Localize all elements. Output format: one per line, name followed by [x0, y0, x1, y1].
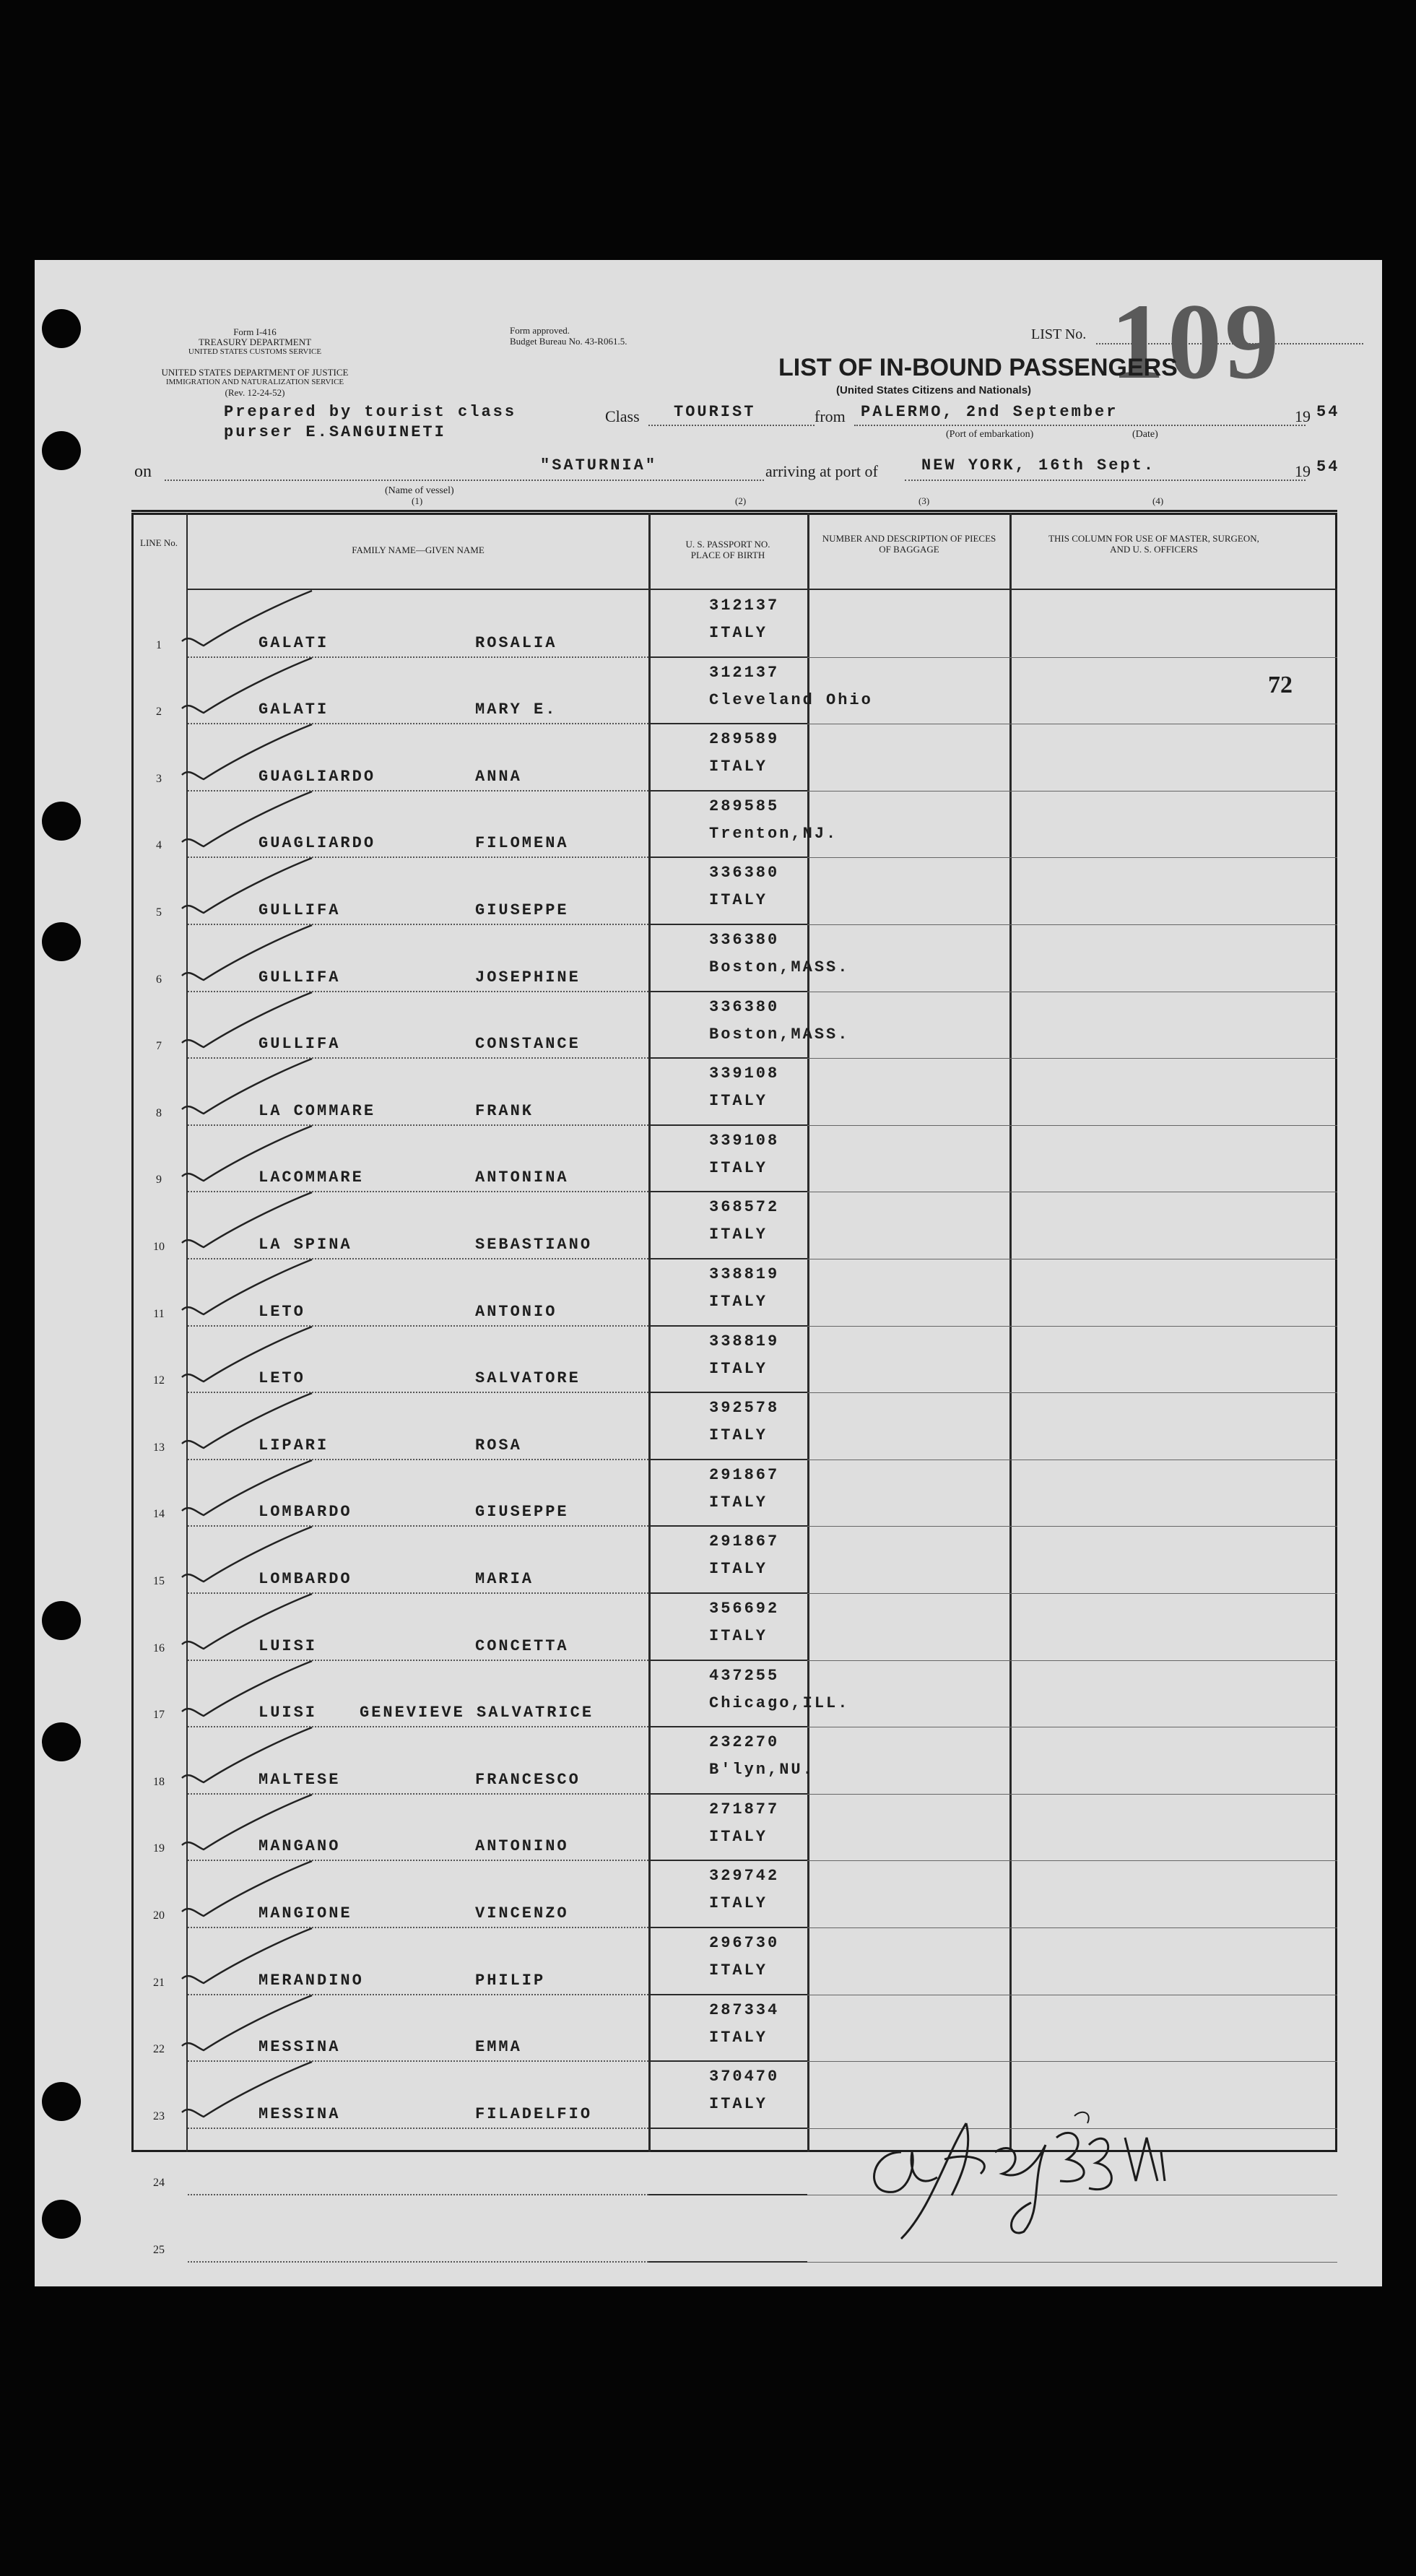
given-name: ANNA — [475, 767, 522, 786]
given-name: GENEVIEVE SALVATRICE — [360, 1704, 594, 1722]
row-line-number: 19 — [153, 1842, 165, 1855]
passport-number: 338819 — [709, 1265, 780, 1283]
date-label: (Date) — [1132, 429, 1158, 440]
revision-label: (Rev. 12-24-52) — [225, 387, 285, 398]
row-line-number: 25 — [153, 2243, 165, 2256]
form-number: Form I-416 — [233, 326, 277, 337]
prepared-by-line1: Prepared by tourist class — [224, 403, 517, 421]
passport-number: 287334 — [709, 2000, 780, 2019]
checkmark-icon — [175, 651, 326, 723]
punch-hole — [42, 309, 81, 348]
checkmark-icon — [175, 1654, 326, 1726]
table-row — [131, 925, 1337, 992]
family-name: LOMBARDO — [259, 1503, 352, 1522]
place-of-birth: ITALY — [709, 1560, 768, 1579]
row-line-number: 22 — [153, 2043, 165, 2056]
checkmark-icon — [175, 1386, 326, 1458]
col-num-3: (3) — [918, 495, 930, 506]
place-of-birth: ITALY — [709, 1158, 768, 1177]
family-name: LETO — [259, 1369, 305, 1388]
table-row — [131, 1393, 1337, 1460]
family-name: MERANDINO — [259, 1971, 364, 1990]
row-line-number: 20 — [153, 1909, 165, 1922]
row-line-number: 3 — [156, 772, 162, 785]
passport-number: 291867 — [709, 1465, 780, 1484]
table-row — [131, 1795, 1337, 1862]
passport-number: 338819 — [709, 1332, 780, 1350]
place-of-birth: ITALY — [709, 1293, 768, 1311]
family-name: GULLIFA — [259, 901, 341, 919]
family-name: GUAGLIARDO — [259, 834, 376, 853]
family-name: LIPARI — [259, 1436, 329, 1454]
family-name: MANGANO — [259, 1837, 341, 1856]
given-name: VINCENZO — [475, 1904, 569, 1922]
checkmark-icon — [175, 2055, 326, 2127]
row-line-number: 21 — [153, 1976, 165, 1989]
punch-hole — [42, 2082, 81, 2121]
place-of-birth: ITALY — [709, 1627, 768, 1645]
place-of-birth: Trenton,NJ. — [709, 824, 838, 843]
place-of-birth: ITALY — [709, 1961, 768, 1979]
customs-service: UNITED STATES CUSTOMS SERVICE — [188, 347, 322, 356]
passport-number: 312137 — [709, 663, 780, 682]
table-row — [131, 1327, 1337, 1394]
given-name: CONCETTA — [475, 1636, 569, 1655]
col-header-line: LINE No. — [140, 537, 178, 548]
table-row — [131, 1661, 1337, 1728]
family-name: LOMBARDO — [259, 1569, 352, 1588]
checkmark-icon — [175, 1854, 326, 1926]
table-row — [131, 658, 1337, 725]
margin-note: 72 — [1268, 672, 1293, 698]
col-num-4: (4) — [1152, 495, 1164, 506]
row-line-number: 5 — [156, 906, 162, 919]
place-of-birth: B'lyn,NU. — [709, 1761, 815, 1779]
row-line-number: 8 — [156, 1106, 162, 1119]
given-name: FILOMENA — [475, 834, 569, 853]
checkmark-icon — [175, 717, 326, 789]
list-subtitle: (United States Citizens and Nationals) — [836, 384, 1032, 396]
given-name: MARIA — [475, 1569, 534, 1588]
row-line-number: 14 — [153, 1508, 165, 1521]
punch-hole — [42, 1722, 81, 1761]
place-of-birth: ITALY — [709, 624, 768, 642]
punch-hole — [42, 802, 81, 841]
table-row — [131, 1861, 1337, 1928]
col-num-2: (2) — [735, 495, 747, 506]
passport-number: 336380 — [709, 864, 780, 882]
family-name: LUISI — [259, 1636, 318, 1655]
row-line-number: 18 — [153, 1775, 165, 1788]
family-name: MESSINA — [259, 2104, 341, 2123]
given-name: FILADELFIO — [475, 2104, 593, 2123]
col-header-passport: U. S. PASSPORT NO. PLACE OF BIRTH — [685, 539, 770, 560]
arriving-label: arriving at port of — [765, 462, 878, 480]
place-of-birth: ITALY — [709, 758, 768, 776]
place-of-birth: ITALY — [709, 1827, 768, 1846]
table-row — [131, 1594, 1337, 1661]
passport-number: 271877 — [709, 1800, 780, 1818]
table-row — [131, 792, 1337, 859]
table-row — [131, 1727, 1337, 1795]
table-row — [131, 724, 1337, 792]
on-label: on — [134, 462, 152, 481]
given-name: ROSA — [475, 1436, 522, 1454]
family-name: LA SPINA — [259, 1235, 352, 1254]
given-name: MARY E. — [475, 701, 557, 719]
family-name: GUAGLIARDO — [259, 767, 376, 786]
row-line-number: 9 — [156, 1174, 162, 1187]
row-line-number: 12 — [153, 1374, 165, 1387]
row-line-number: 23 — [153, 2109, 165, 2122]
arrival-port: NEW YORK, 16th Sept. — [921, 456, 1156, 474]
checkmark-icon — [175, 1185, 326, 1257]
family-name: LA COMMARE — [259, 1101, 376, 1120]
list-number-stamp: 109 — [1111, 282, 1282, 402]
passport-number: 329742 — [709, 1867, 780, 1886]
place-of-birth: ITALY — [709, 1226, 768, 1244]
table-row — [131, 1527, 1337, 1594]
family-name: GULLIFA — [259, 968, 341, 986]
passport-number: 368572 — [709, 1198, 780, 1217]
row-line-number: 13 — [153, 1441, 165, 1454]
checkmark-icon — [175, 1720, 326, 1792]
table-row — [131, 1995, 1337, 2063]
table-row — [131, 1460, 1337, 1527]
prepared-by-line2: purser E.SANGUINETI — [224, 423, 446, 441]
table-row — [131, 992, 1337, 1059]
given-name: ANTONIO — [475, 1302, 557, 1321]
class-label: Class — [605, 407, 640, 425]
col-header-officers: THIS COLUMN FOR USE OF MASTER, SURGEON, AND U. S. OFFICERS — [1048, 533, 1259, 555]
vessel-name: "SATURNIA" — [540, 456, 658, 474]
row-line-number: 11 — [153, 1307, 165, 1320]
row-line-number: 24 — [153, 2177, 165, 2190]
table-row — [131, 858, 1337, 925]
class-value: TOURIST — [674, 403, 756, 421]
table-row — [131, 1259, 1337, 1327]
checkmark-icon — [175, 1119, 326, 1191]
checkmark-icon — [175, 1453, 326, 1525]
family-name: LETO — [259, 1302, 305, 1321]
form-approved: Form approved. — [510, 325, 570, 336]
passport-number: 356692 — [709, 1600, 780, 1618]
budget-bureau: Budget Bureau No. 43-R061.5. — [510, 336, 627, 347]
passport-number: 232270 — [709, 1733, 780, 1752]
punch-hole — [42, 1601, 81, 1640]
given-name: GIUSEPPE — [475, 1503, 569, 1522]
manifest-sheet — [35, 260, 1382, 2286]
passport-number: 370470 — [709, 2068, 780, 2086]
given-name: SALVATORE — [475, 1369, 581, 1388]
passport-number: 312137 — [709, 597, 780, 615]
given-name: ROSALIA — [475, 633, 557, 652]
place-of-birth: ITALY — [709, 1092, 768, 1111]
checkmark-icon — [175, 918, 326, 990]
checkmark-icon — [175, 985, 326, 1057]
year-value-1: 54 — [1316, 403, 1340, 421]
passport-number: 339108 — [709, 1131, 780, 1150]
given-name: GIUSEPPE — [475, 901, 569, 919]
passport-number: 339108 — [709, 1064, 780, 1083]
row-line-number: 16 — [153, 1642, 165, 1655]
punch-hole — [42, 922, 81, 961]
place-of-birth: Boston,MASS. — [709, 1025, 850, 1044]
col-header-name: FAMILY NAME—GIVEN NAME — [352, 545, 485, 555]
place-of-birth: ITALY — [709, 2028, 768, 2047]
row-line-number: 17 — [153, 1709, 165, 1722]
place-of-birth: ITALY — [709, 2095, 768, 2114]
list-no-label: LIST No. — [1031, 326, 1087, 342]
row-line-number: 15 — [153, 1574, 165, 1587]
given-name: ANTONINO — [475, 1837, 569, 1856]
family-name: MANGIONE — [259, 1904, 352, 1922]
row-line-number: 6 — [156, 973, 162, 986]
family-name: GALATI — [259, 701, 329, 719]
passport-number: 291867 — [709, 1532, 780, 1551]
given-name: JOSEPHINE — [475, 968, 581, 986]
passport-number: 296730 — [709, 1934, 780, 1952]
given-name: CONSTANCE — [475, 1035, 581, 1054]
family-name: LUISI — [259, 1704, 318, 1722]
checkmark-icon — [175, 1519, 326, 1592]
passport-number: 336380 — [709, 997, 780, 1016]
checkmark-icon — [175, 784, 326, 857]
checkmark-icon — [175, 1252, 326, 1324]
justice-dept: UNITED STATES DEPARTMENT OF JUSTICE — [161, 367, 349, 378]
year-prefix-1: 19 — [1295, 407, 1311, 425]
passport-number: 437255 — [709, 1666, 780, 1685]
checkmark-icon — [175, 1051, 326, 1124]
given-name: EMMA — [475, 2038, 522, 2057]
row-line-number: 4 — [156, 839, 162, 852]
passport-number: 392578 — [709, 1399, 780, 1418]
checkmark-icon — [175, 1587, 326, 1659]
place-of-birth: ITALY — [709, 1894, 768, 1913]
table-row — [131, 1126, 1337, 1193]
checkmark-icon — [175, 1787, 326, 1860]
year-prefix-2: 19 — [1295, 462, 1311, 480]
place-of-birth: Cleveland Ohio — [709, 690, 873, 709]
checkmark-icon — [175, 1988, 326, 2060]
table-row — [131, 1192, 1337, 1259]
vessel-name-label: (Name of vessel) — [385, 485, 454, 496]
checkmark-icon — [175, 1921, 326, 1993]
checkmark-icon — [175, 1319, 326, 1392]
passport-number: 336380 — [709, 931, 780, 949]
checkmark-icon — [175, 584, 326, 656]
place-of-birth: Chicago,ILL. — [709, 1694, 850, 1712]
from-value: PALERMO, 2nd September — [861, 403, 1119, 421]
row-line-number: 2 — [156, 706, 162, 719]
place-of-birth: ITALY — [709, 891, 768, 910]
col-header-baggage: NUMBER AND DESCRIPTION OF PIECES OF BAGGAGE — [822, 533, 996, 555]
given-name: ANTONINA — [475, 1168, 569, 1187]
row-line-number: 1 — [156, 638, 162, 651]
row-line-number: 10 — [153, 1240, 165, 1253]
table-row — [131, 1059, 1337, 1126]
place-of-birth: Boston,MASS. — [709, 958, 850, 976]
inspector-signature — [858, 2094, 1190, 2253]
passport-number: 289589 — [709, 730, 780, 749]
given-name: FRANK — [475, 1101, 534, 1120]
given-name: SEBASTIANO — [475, 1235, 593, 1254]
given-name: PHILIP — [475, 1971, 546, 1990]
punch-hole — [42, 431, 81, 470]
place-of-birth: ITALY — [709, 1359, 768, 1378]
signature-text — [901, 2130, 905, 2131]
ins-label: IMMIGRATION AND NATURALIZATION SERVICE — [165, 378, 344, 386]
family-name: GULLIFA — [259, 1035, 341, 1054]
table-row — [131, 1928, 1337, 1995]
list-title: LIST OF IN-BOUND PASSENGERS — [778, 354, 1178, 381]
family-name: MALTESE — [259, 1770, 341, 1789]
table-row — [131, 591, 1337, 658]
treasury-dept: TREASURY DEPARTMENT — [198, 337, 312, 347]
from-label: from — [815, 407, 846, 425]
row-line-number: 7 — [156, 1040, 162, 1053]
place-of-birth: ITALY — [709, 1493, 768, 1512]
col-num-1: (1) — [412, 495, 423, 506]
place-of-birth: ITALY — [709, 1426, 768, 1445]
given-name: FRANCESCO — [475, 1770, 581, 1789]
year-value-2: 54 — [1316, 458, 1340, 476]
family-name: MESSINA — [259, 2038, 341, 2057]
family-name: GALATI — [259, 633, 329, 652]
punch-hole — [42, 2200, 81, 2239]
family-name: LACOMMARE — [259, 1168, 364, 1187]
checkmark-icon — [175, 851, 326, 923]
port-embarkation-label: (Port of embarkation) — [946, 429, 1034, 440]
passport-number: 289585 — [709, 797, 780, 815]
